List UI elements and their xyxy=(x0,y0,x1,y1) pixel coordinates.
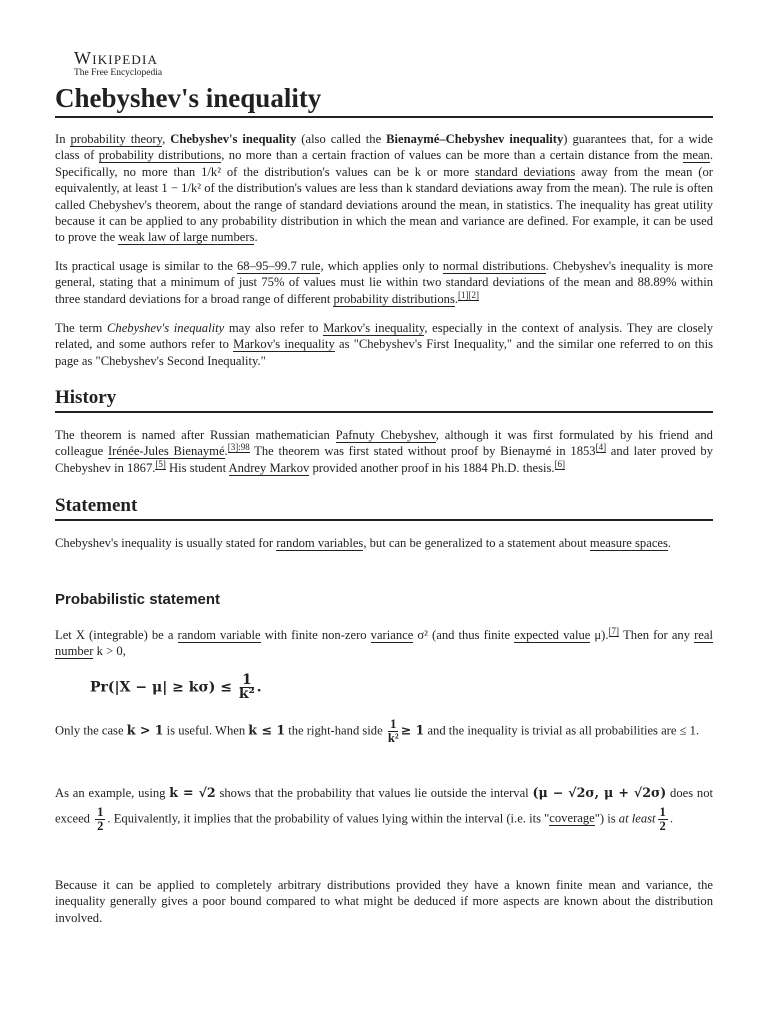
fraction-one-half: $\frac{1}{2}$ xyxy=(97,805,104,833)
citation-5[interactable]: [5] xyxy=(155,458,166,469)
subsection-heading-probabilistic: Probabilistic statement xyxy=(55,591,221,608)
intro-paragraph-2: Its practical usage is similar to the 68–95–99.7 rule, which applies only to normal distributions. Chebyshev's inequality is more general, stating that a minimum of just 75% of values must lie within two standard deviations of the mean and 88.89% within three standard deviations for a broad range of different probability distributions.[1][2] xyxy=(55,259,713,306)
link-markovs-inequality[interactable]: Markov's inequality xyxy=(323,321,425,335)
link-coverage[interactable]: coverage xyxy=(549,811,595,826)
history-paragraph: The theorem is named after Russian mathematician Pafnuty Chebyshev, although it was first formulated by his friend and colleague Irénée-Jules Bienaymé.$^{[3]:98}$ The theorem was first stated without proof by Bienaymé in 1853[4] and later proved by Chebyshev in 1867.[5] His student Andrey Markov provided another proof in his 1884 Ph.D. thesis.[6] xyxy=(55,428,714,475)
link-markovs-inequality-2[interactable]: Markov's inequality xyxy=(233,337,335,352)
citation-6[interactable]: [6] xyxy=(554,458,566,469)
link-random-variable[interactable]: random variable xyxy=(177,628,261,642)
link-real-number[interactable]: real number xyxy=(55,628,713,659)
probabilistic-paragraph-3: As an example, using k = √2 shows that the probability that values lie outside the interval (μ − √2σ, μ + √2σ) does not exceed $\frac{1}{2}$ . Equivalently, it implies that the probability of values lying within the interval (i.e. its "coverage") is at least $\frac{1}{2}$ . xyxy=(55,785,714,833)
intro-paragraph-3: The term Chebyshev's inequality may also refer to Markov's inequality, especially in the context of analysis. They are closely related, and some authors refer to Markov's inequality as "Chebyshev's First Inequality," and the similar one referred to on this page as "Chebyshev's Second Inequality." xyxy=(55,321,713,368)
history-divider xyxy=(55,411,713,413)
link-variance[interactable]: variance xyxy=(370,628,414,642)
link-bienayme[interactable]: Irénée-Jules Bienaymé xyxy=(107,444,225,459)
link-expected-value[interactable]: expected value xyxy=(514,628,591,642)
bold-term-bienayme: Bienaymé–Chebyshev inequality xyxy=(386,132,564,146)
link-random-variables[interactable]: random variables xyxy=(276,536,364,550)
citation-3[interactable]: [3]:98 xyxy=(227,442,250,453)
link-probability-distributions-2[interactable]: probability distributions xyxy=(333,291,455,306)
probabilistic-paragraph-1: Let X (integrable) be a random variable with finite non-zero variance σ² (and thus finite expected value μ).[7] Then for any real number k > 0, xyxy=(55,625,713,659)
link-andrey-markov[interactable]: Andrey Markov xyxy=(228,460,310,475)
logo-tagline: The Free Encyclopedia xyxy=(74,68,163,78)
fraction-1-over-k2: $\frac{1}{\text{k²}}$ xyxy=(387,717,399,745)
intro-paragraph-1: In probability theory, Chebyshev's inequality (also called the Bienaymé–Chebyshev inequality) guarantees that, for a wide class of probability distributions, no more than a certain fraction of values can be more than a certain distance from the mean. Specifically, no more than 1/k² of the distribution's values can be k or more standard deviations away from the mean (or equivalently, at least 1 − 1/k² of the distribution's values are less than k standard deviations away from the mean). The rule is often called Chebyshev's theorem, about the range of standard deviations around the mean, in statistics. The inequality has great utility because it can be applied to any probability distribution in which the mean and variance are defined. For example, it can be used to prove the weak law of large numbers. xyxy=(55,132,714,245)
citation-7[interactable]: [7] xyxy=(608,625,620,636)
link-68-95-rule[interactable]: 68–95–99.7 rule xyxy=(236,259,321,273)
link-mean[interactable]: mean xyxy=(682,148,710,163)
logo-wordmark: Wikipedia xyxy=(74,48,159,68)
link-probability-theory[interactable]: probability theory xyxy=(70,132,163,146)
link-pafnuty-chebyshev[interactable]: Pafnuty Chebyshev xyxy=(335,428,436,442)
wikipedia-logo[interactable] xyxy=(74,48,162,79)
chebyshev-formula: Pr(|X − μ| ≥ kσ) ≤ $\frac{1}{\text{k²}}$ . xyxy=(90,672,262,702)
link-weak-law[interactable]: weak law of large numbers xyxy=(118,230,255,245)
link-probability-distributions[interactable]: probability distributions xyxy=(98,148,222,163)
link-normal-distributions[interactable]: normal distributions xyxy=(442,259,546,273)
citation-2[interactable]: [2] xyxy=(468,289,480,300)
bold-term-chebyshev: Chebyshev's inequality xyxy=(170,132,297,146)
section-heading-history: History xyxy=(55,387,117,408)
link-measure-spaces[interactable]: measure spaces xyxy=(589,536,668,550)
probabilistic-paragraph-4: Because it can be applied to completely arbitrary distributions provided they have a known finite mean and variance, the inequality generally gives a poor bound compared to what might be deduced if more aspects are known about the distribution involved. xyxy=(55,878,713,925)
statement-paragraph: Chebyshev's inequality is usually stated for random variables, but can be generalized to a statement about measure spaces. xyxy=(55,536,672,550)
section-heading-statement: Statement xyxy=(55,495,138,516)
fraction-one-half-2: $\frac{1}{2}$ xyxy=(659,805,666,833)
citation-4[interactable]: [4] xyxy=(595,442,607,453)
probabilistic-paragraph-2: Only the case k > 1 is useful. When k ≤ 1 the right-hand side $\frac{1}{\text{k²}}$ ≥ 1 and the inequality is trivial as all probabilities are ≤ 1. xyxy=(55,717,700,745)
link-standard-deviations[interactable]: standard deviations xyxy=(474,164,576,179)
citation-1[interactable]: [1] xyxy=(458,289,469,300)
statement-divider xyxy=(55,519,713,521)
page-title: Chebyshev's inequality xyxy=(55,83,322,113)
title-divider xyxy=(55,116,713,118)
